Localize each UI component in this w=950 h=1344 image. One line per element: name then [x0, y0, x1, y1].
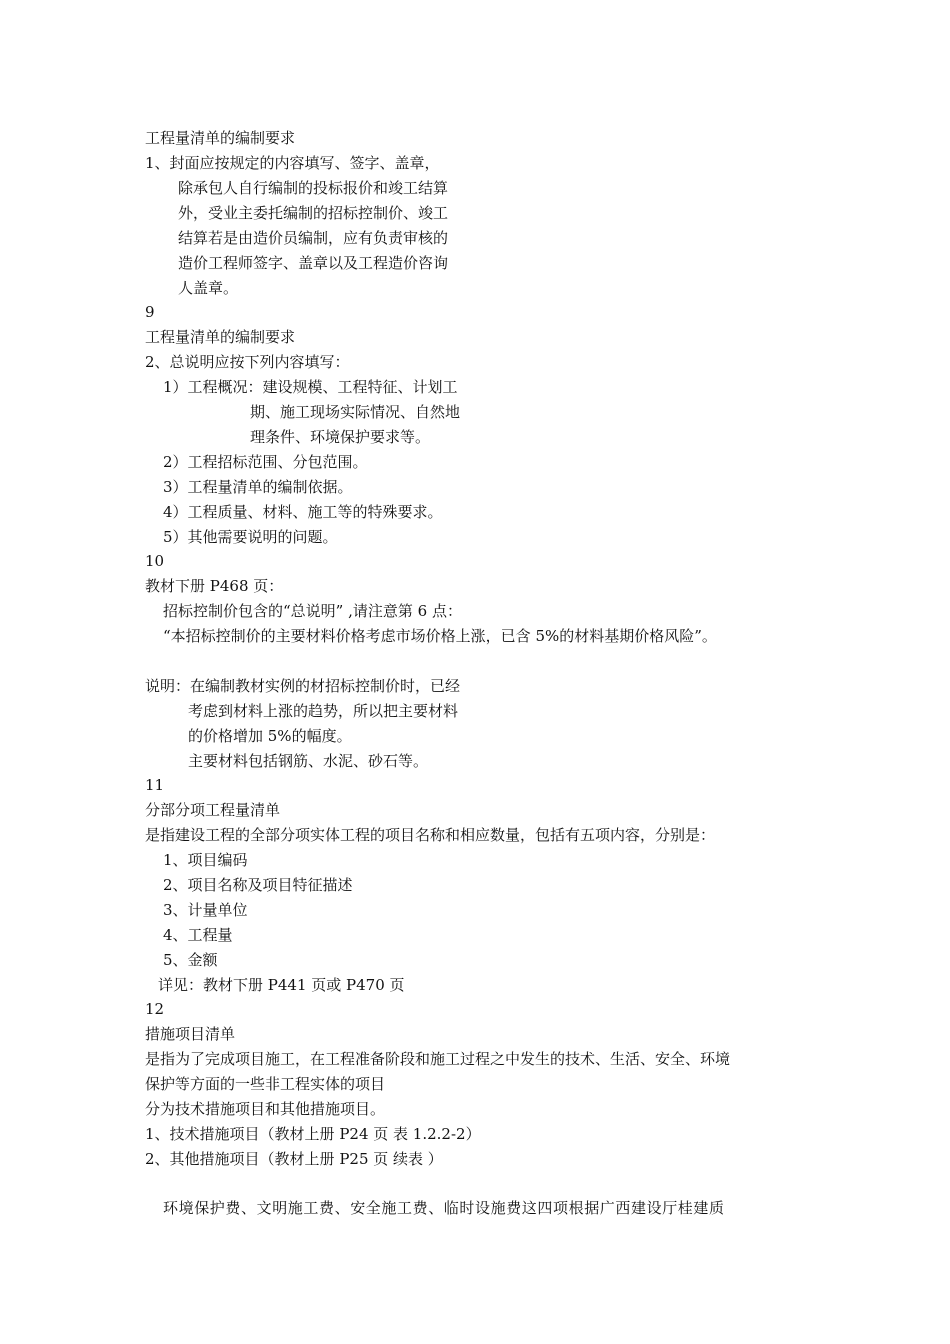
- text-line: 3）工程量清单的编制依据。: [163, 478, 353, 496]
- list-item: 3、计量单位: [163, 901, 248, 919]
- list-item: 2、项目名称及项目特征描述: [163, 876, 353, 894]
- text-line: 1、技术措施项目（教材上册 P24 页 表 1.2.2-2）: [145, 1125, 481, 1143]
- text-line: 5）其他需要说明的问题。: [163, 528, 338, 546]
- text-line: 1）工程概况：建设规模、工程特征、计划工: [163, 378, 458, 396]
- list-item: 4、工程量: [163, 926, 233, 944]
- text-line: 造价工程师签字、盖章以及工程造价咨询: [178, 254, 449, 272]
- slide-number: 9: [145, 303, 155, 321]
- text-line: 期、施工现场实际情况、自然地: [250, 403, 461, 421]
- list-item: 1、项目编码: [163, 851, 248, 869]
- text-line: 2、其他措施项目（教材上册 P25 页 续表 ）: [145, 1150, 443, 1168]
- text-line: 理条件、环境保护要求等。: [250, 428, 431, 446]
- text-line: 2）工程招标范围、分包范围。: [163, 453, 368, 471]
- heading-line: 分部分项工程量清单: [145, 801, 281, 819]
- text-line: 结算若是由造价员编制，应有负责审核的: [178, 229, 449, 247]
- text-line: 教材下册 P468 页：: [145, 577, 284, 595]
- text-line: 的价格增加 5%的幅度。: [188, 727, 352, 745]
- text-line: 外，受业主委托编制的招标控制价、竣工: [178, 204, 449, 222]
- text-line: 考虑到材料上涨的趋势，所以把主要材料: [188, 702, 459, 720]
- text-line: 2、总说明应按下列内容填写：: [145, 353, 350, 371]
- heading-line: 措施项目清单: [145, 1025, 236, 1043]
- text-line: 人盖章。: [178, 279, 239, 297]
- slide-number: 12: [145, 1000, 165, 1018]
- text-line: 保护等方面的一些非工程实体的项目: [145, 1075, 386, 1093]
- heading-line: 工程量清单的编制要求: [145, 129, 296, 147]
- heading-line: 工程量清单的编制要求: [145, 328, 296, 346]
- text-line: 说明：在编制教材实例的材招标控制价时，已经: [145, 677, 461, 695]
- text-line: 环境保护费、文明施工费、安全施工费、临时设施费这四项根据广西建设厅桂建质: [163, 1199, 725, 1217]
- slide-number: 10: [145, 552, 165, 570]
- text-line: 4）工程质量、材料、施工等的特殊要求。: [163, 503, 443, 521]
- list-item: 5、金额: [163, 951, 218, 969]
- text-line: “本招标控制价的主要材料价格考虑市场价格上涨，已含 5%的材料基期价格风险”。: [163, 627, 717, 645]
- text-line: 是指为了完成项目施工，在工程准备阶段和施工过程之中发生的技术、生活、安全、环境: [145, 1050, 731, 1068]
- text-line: 详见：教材下册 P441 页或 P470 页: [158, 976, 405, 994]
- text-line: 除承包人自行编制的投标报价和竣工结算: [178, 179, 449, 197]
- slide-number: 11: [145, 776, 165, 794]
- text-line: 分为技术措施项目和其他措施项目。: [145, 1100, 386, 1118]
- text-line: 1、封面应按规定的内容填写、签字、盖章，: [145, 154, 440, 172]
- text-line: 主要材料包括钢筋、水泥、砂石等。: [188, 752, 429, 770]
- text-line: 是指建设工程的全部分项实体工程的项目名称和相应数量，包括有五项内容，分别是：: [145, 826, 716, 844]
- text-line: 招标控制价包含的“总说明” ,请注意第 6 点：: [163, 602, 462, 620]
